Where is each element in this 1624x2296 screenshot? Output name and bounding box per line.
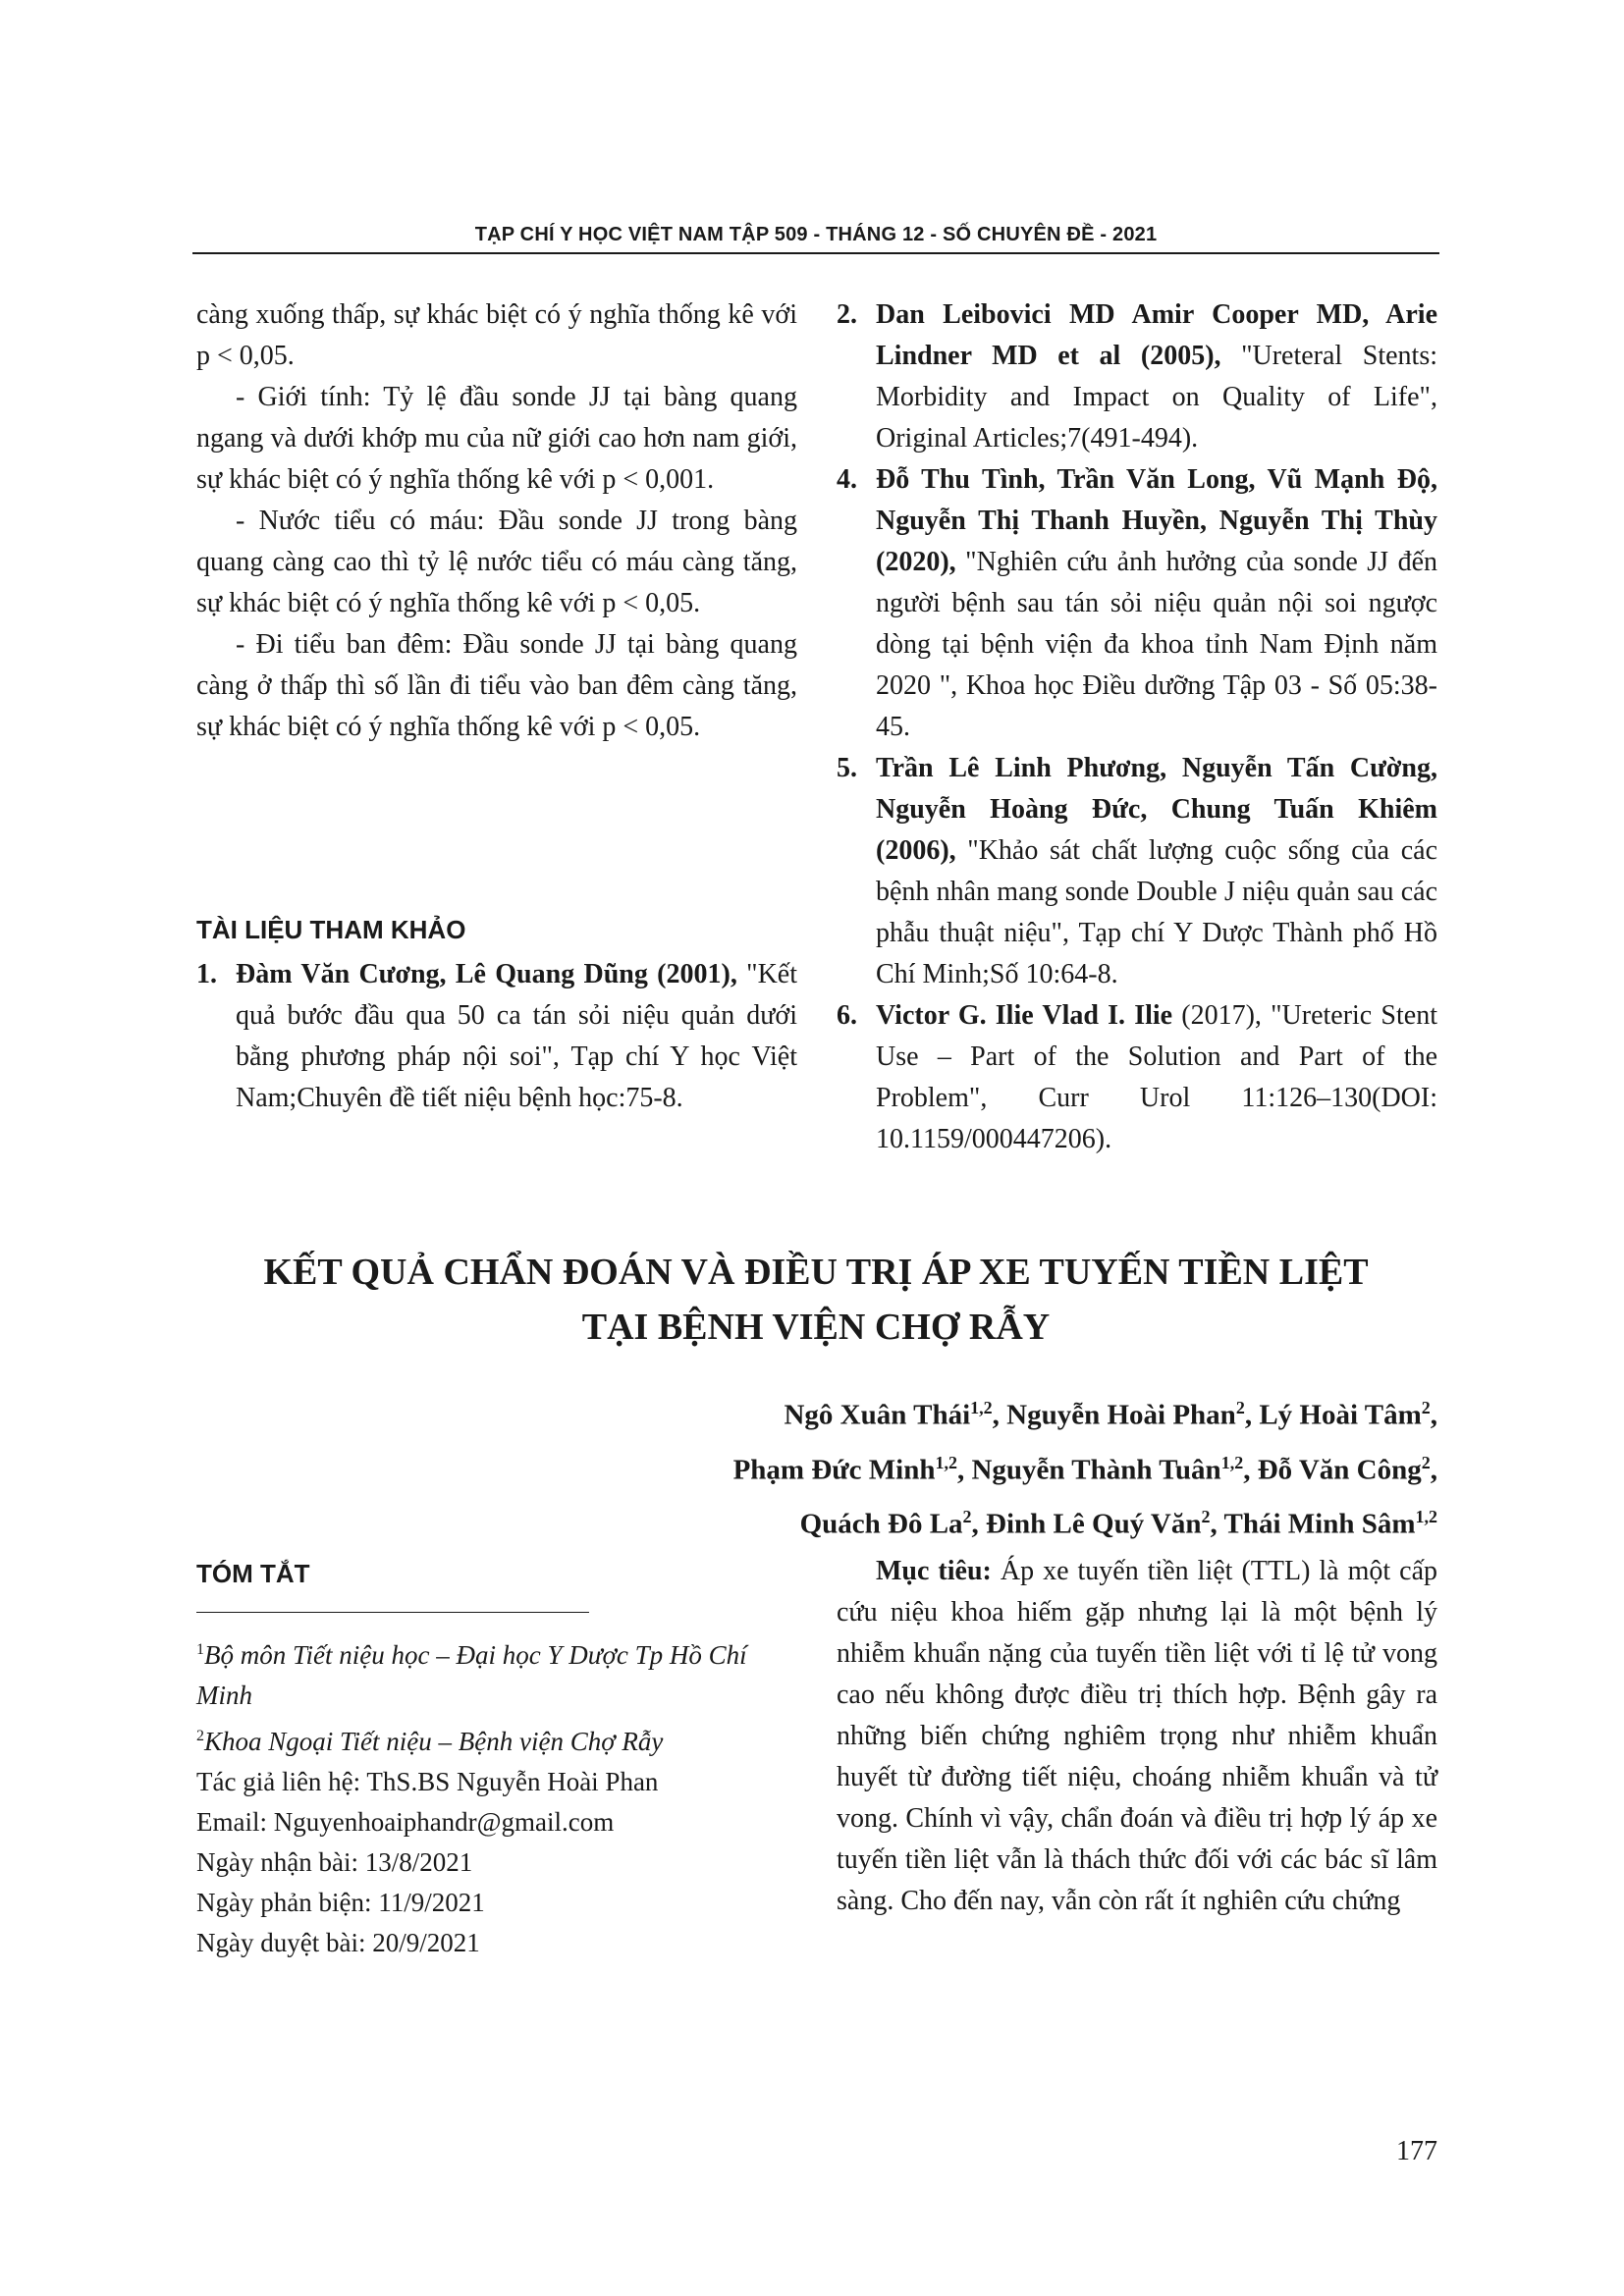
article-title-line2: TẠI BỆNH VIỆN CHỢ RẪY	[581, 1307, 1051, 1348]
abstract	[837, 1551, 1437, 1922]
author-name: Ngô Xuân Thái	[784, 1399, 971, 1431]
author-name: Quách Đô La	[799, 1508, 963, 1540]
author-affiliation: 2	[1235, 1398, 1245, 1417]
paragraph-gender: - Giới tính: Tỷ lệ đầu sonde JJ tại bàng quang ngang và dưới khớp mu của nữ giới cao hơn nam giới, sự khác biệt có ý nghĩa thống kê với p < 0,001.	[196, 382, 797, 495]
reference-item	[837, 294, 1437, 459]
paragraph-continuation: càng xuống thấp, sự khác biệt có ý nghĩa thống kê với p < 0,05.	[196, 299, 797, 371]
footnote-rule	[196, 1612, 589, 1613]
author-affiliation: 1,2	[1220, 1452, 1244, 1472]
reference-number: 6.	[837, 1000, 857, 1031]
reference-text: "Khảo sát chất lượng cuộc sống của các bệnh nhân mang sonde Double J niệu quản sau các phẫu thuật niệu", Tạp chí Y Dược Thành phố Hồ Chí Minh;Số 10:64-8.	[876, 835, 1437, 989]
author-affiliation: 1,2	[935, 1452, 957, 1472]
reference-item	[837, 748, 1437, 995]
reference-authors: Trần Lê Linh Phương, Nguyễn Tấn Cường, Nguyễn Hoàng Đức, Chung Tuấn Khiêm (2006),	[876, 753, 1437, 866]
author-line-2: Phạm Đức Minh$^{1,2}$, Nguyễn Thành Tuân$^{1,2}$, Đỗ Văn Công$^2$,	[732, 1452, 1437, 1486]
date-received: Ngày nhận bài: 13/8/2021	[196, 1847, 473, 1877]
author-name: Lý Hoài Tâm	[1259, 1399, 1422, 1431]
abstract-label: Mục tiêu:	[876, 1556, 992, 1586]
reference-authors: Dan Leibovici MD Amir Cooper MD, Arie Lindner MD et al (2005),	[876, 299, 1437, 371]
footnotes	[196, 1629, 797, 1963]
reference-authors: Đàm Văn Cương, Lê Quang Dũng (2001),	[236, 959, 737, 989]
summary-heading: TÓM TẮT	[196, 1559, 310, 1588]
author-name: Nguyễn Hoài Phan	[1006, 1399, 1236, 1431]
page-number: 177	[1396, 2136, 1437, 2166]
author-name: Phạm Đức Minh	[732, 1454, 936, 1486]
author-affiliation: 1,2	[1415, 1507, 1437, 1527]
reference-number: 1.	[196, 959, 217, 989]
paragraph-nocturia: - Đi tiểu ban đêm: Đầu sonde JJ tại bàng quang càng ở thấp thì số lần đi tiểu vào ban đêm càng tăng, sự khác biệt có ý nghĩa thống kê với p < 0,05.	[196, 629, 797, 742]
author-name: Đinh Lê Quý Văn	[986, 1508, 1202, 1540]
author-name: Đỗ Văn Công	[1257, 1454, 1422, 1486]
author-name: Nguyễn Thành Tuân	[971, 1454, 1221, 1486]
reference-text: "Ureteral Stents: Morbidity and Impact on Quality of Life", Original Articles;7(491-494).	[876, 341, 1437, 454]
reference-item	[196, 954, 797, 1119]
abstract-text: Áp xe tuyến tiền liệt (TTL) là một cấp cứu niệu khoa hiếm gặp nhưng lại là một bệnh lý nhiễm khuẩn nặng của tuyến tiền liệt với tỉ lệ tử vong cao nếu không được điều trị thích hợp. Bệnh gây ra những biến chứng nghiêm trọng như nhiễm khuẩn huyết từ đường tiết niệu, choáng nhiễm khuẩn và tử vong. Chính vì vậy, chẩn đoán và điều trị hợp lý áp xe tuyến tiền liệt vẫn là thách thức đối với các bác sĩ lâm sàng. Cho đến nay, vẫn còn rất ít nghiên cứu chứng	[837, 1556, 1438, 1916]
author-line-1: Ngô Xuân Thái$^{1,2}$, Nguyễn Hoài Phan$^2$, Lý Hoài Tâm$^2$,	[784, 1398, 1437, 1431]
paragraph-hematuria: - Nước tiểu có máu: Đầu sonde JJ trong bàng quang càng cao thì tỷ lệ nước tiểu có máu càng tăng, sự khác biệt có ý nghĩa thống kê với p < 0,05.	[196, 506, 797, 618]
reference-authors: Victor G. Ilie Vlad I. Ilie	[876, 1000, 1173, 1031]
author-affiliation: 2	[1421, 1452, 1431, 1472]
affiliation-1: $^1$Bộ môn Tiết niệu học – Đại học Y Dược Tp Hồ Chí Minh	[196, 1640, 747, 1710]
date-reviewed: Ngày phản biện: 11/9/2021	[196, 1888, 485, 1917]
corresponding-author: Tác giả liên hệ: ThS.BS Nguyễn Hoài Phan	[196, 1767, 659, 1796]
reference-number: 4.	[837, 464, 857, 495]
article-title	[192, 1245, 1439, 1355]
abstract-objective	[837, 1551, 1437, 1922]
reference-text: "Nghiên cứu ảnh hưởng của sonde JJ đến người bệnh sau tán sỏi niệu quản nội soi ngược dòng tại bệnh viện đa khoa tỉnh Nam Định năm 2020 ", Khoa học Điều dưỡng Tập 03 - Số 05:38-45.	[876, 547, 1437, 742]
article-title-line1: KẾT QUẢ CHẨN ĐOÁN VÀ ĐIỀU TRỊ ÁP XE TUYẾN TIỀN LIỆT	[263, 1252, 1369, 1293]
header-rule	[192, 252, 1439, 254]
author-list	[733, 1384, 1437, 1548]
reference-text: (2017), "Ureteric Stent Use – Part of the Solution and Part of the Problem", Curr Urol 11:126–130(DOI: 10.1159/000447206).	[876, 1000, 1437, 1154]
date-accepted: Ngày duyệt bài: 20/9/2021	[196, 1928, 480, 1957]
left-column-text	[196, 294, 797, 748]
references-heading: TÀI LIỆU THAM KHẢO	[196, 915, 466, 944]
author-name: Thái Minh Sâm	[1223, 1508, 1416, 1540]
reference-number: 2.	[837, 299, 857, 330]
reference-item	[837, 459, 1437, 748]
author-affiliation: 1,2	[970, 1398, 993, 1417]
reference-list-left	[196, 954, 797, 1119]
running-header: TẠP CHÍ Y HỌC VIỆT NAM TẬP 509 - THÁNG 12 - SỐ CHUYÊN ĐỀ - 2021	[474, 224, 1158, 245]
author-affiliation: 2	[962, 1507, 972, 1527]
reference-authors: Đỗ Thu Tình, Trần Văn Long, Vũ Mạnh Độ, Nguyễn Thị Thanh Huyền, Nguyễn Thị Thùy (2020),	[876, 464, 1437, 577]
affiliation-2: $^2$Khoa Ngoại Tiết niệu – Bệnh viện Chợ Rẫy	[196, 1727, 664, 1756]
reference-number: 5.	[837, 753, 857, 783]
reference-item	[837, 995, 1437, 1160]
author-affiliation: 2	[1201, 1507, 1211, 1527]
reference-text: "Kết quả bước đầu qua 50 ca tán sỏi niệu quản dưới bằng phương pháp nội soi", Tạp chí Y học Việt Nam;Chuyên đề tiết niệu bệnh học:75-8.	[236, 959, 797, 1113]
reference-list-right	[837, 294, 1437, 1160]
author-affiliation: 2	[1421, 1398, 1431, 1417]
contact-email: Email: Nguyenhoaiphandr@gmail.com	[196, 1807, 615, 1837]
author-line-3: Quách Đô La$^2$, Đinh Lê Quý Văn$^2$, Thái Minh Sâm$^{1,2}$	[799, 1507, 1437, 1540]
